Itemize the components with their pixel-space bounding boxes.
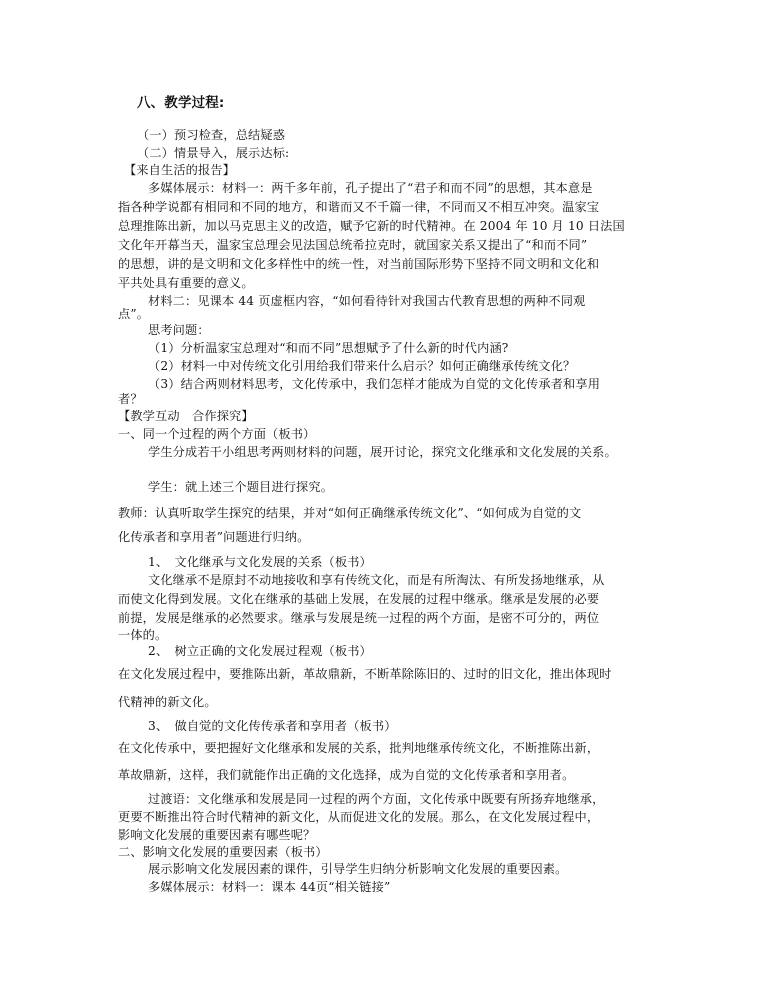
part-one-line: 学生：就上述三个题目进行探究。 bbox=[148, 480, 334, 494]
transition-line: 影响文化发展的重要因素有哪些呢？ bbox=[118, 828, 316, 842]
part-two-title: 二、影响文化发展的重要因素（板书） bbox=[118, 845, 328, 859]
material-one-line: 总理推陈出新，加以马克思主义的改造，赋予它新的时代精神。在 2004 年 10 月 10 日法国 bbox=[118, 219, 625, 233]
question-item: 者？ bbox=[118, 392, 143, 406]
point-one-line: 文化继承不是原封不动地接收和享有传统文化，而是有所淘汰、有所发扬地继承，从 bbox=[148, 573, 605, 587]
part-one-line: 化传承者和享用者”问题进行归纳。 bbox=[118, 530, 310, 544]
material-one-line: 文化年开幕当天，温家宝总理会见法国总统希拉克时，就国家关系又提出了“和而不同” bbox=[118, 238, 588, 252]
questions-label: 思考问题： bbox=[148, 323, 210, 337]
report-header: 【来自生活的报告】 bbox=[124, 163, 236, 177]
part-one-line: 学生分成若干小组思考两则材料的问题，展开讨论，探究文化继承和文化发展的关系。 bbox=[148, 445, 617, 459]
section-title: 八、教学过程: bbox=[137, 95, 225, 111]
step-one: （一）预习检查，总结疑惑 bbox=[137, 128, 286, 142]
interaction-header: 【教学互动 合作探究】 bbox=[118, 409, 254, 423]
point-three-line: 革故鼎新，这样，我们就能作出正确的文化选择，成为自觉的文化传承者和享用者。 bbox=[118, 768, 575, 782]
point-one-line: 一体的。 bbox=[118, 628, 168, 642]
question-item: （1）分析温家宝总理对“和而不同”思想赋予了什么新的时代内涵? bbox=[148, 341, 509, 355]
point-one-line: 而使文化得到发展。文化在继承的基础上发展，在发展的过程中继承。继承是发展的必要 bbox=[118, 592, 600, 606]
point-one-title: 1、 文化继承与文化发展的关系（板书） bbox=[148, 555, 372, 569]
material-two-line: 材料二：见课本 44 页虚框内容，“如何看待针对我国古代教育思想的两种不同观 bbox=[148, 294, 586, 308]
question-item: （3）结合两则材料思考，文化传承中，我们怎样才能成为自觉的文化传承者和享用 bbox=[148, 377, 601, 391]
transition-line: 更要不断推出符合时代精神的新文化，从而促进文化的发展。那么，在文化发展过程中， bbox=[118, 810, 600, 824]
point-three-title: 3、 做自觉的文化传传承者和享用者（板书） bbox=[148, 719, 397, 733]
transition-line: 过渡语：文化继承和发展是同一过程的两个方面，文化传承中既要有所扬弃地继承， bbox=[148, 792, 605, 806]
point-three-line: 在文化传承中，要把握好文化继承和发展的关系，批判地继承传统文化，不断推陈出新， bbox=[118, 741, 600, 755]
point-one-line: 前提，发展是继承的必然要求。继承与发展是统一过程的两个方面，是密不可分的，两位 bbox=[118, 611, 600, 625]
part-two-line: 展示影响文化发展因素的课件，引导学生归纳分析影响文化发展的重要因素。 bbox=[148, 862, 568, 876]
step-two: （二）情景导入，展示达标: bbox=[137, 146, 290, 160]
question-item: （2）材料一中对传统文化引用给我们带来什么启示？如何正确继承传统文化？ bbox=[148, 359, 576, 373]
material-one-line: 多媒体展示：材料一：两千多年前，孔子提出了“君子和而不同”的思想，其本意是 bbox=[148, 181, 593, 195]
material-two-line: 点”。 bbox=[118, 307, 150, 321]
part-two-line: 多媒体展示：材料一：课本 44页“相关链接” bbox=[148, 880, 391, 894]
point-two-title: 2、 树立正确的文化发展过程观（板书） bbox=[148, 644, 372, 658]
point-two-line: 代精神的新文化。 bbox=[118, 695, 217, 709]
part-one-line: 教师：认真听取学生探究的结果，并对“如何正确继承传统文化”、“如何成为自觉的文 bbox=[118, 506, 582, 520]
point-two-line: 在文化发展过程中，要推陈出新，革故鼎新，不断革除陈旧的、过时的旧文化，推出体现时 bbox=[118, 667, 612, 681]
material-one-line: 平共处具有重要的意义。 bbox=[118, 276, 254, 290]
material-one-line: 的思想，讲的是文明和文化多样性中的统一性，对当前国际形势下坚持不同文明和文化和 bbox=[118, 257, 600, 271]
material-one-line: 指各种学说都有相同和不同的地方，和谐而又不千篇一律，不同而又不相互冲突。温家宝 bbox=[118, 200, 600, 214]
part-one-title: 一、同一个过程的两个方面（板书） bbox=[118, 427, 316, 441]
